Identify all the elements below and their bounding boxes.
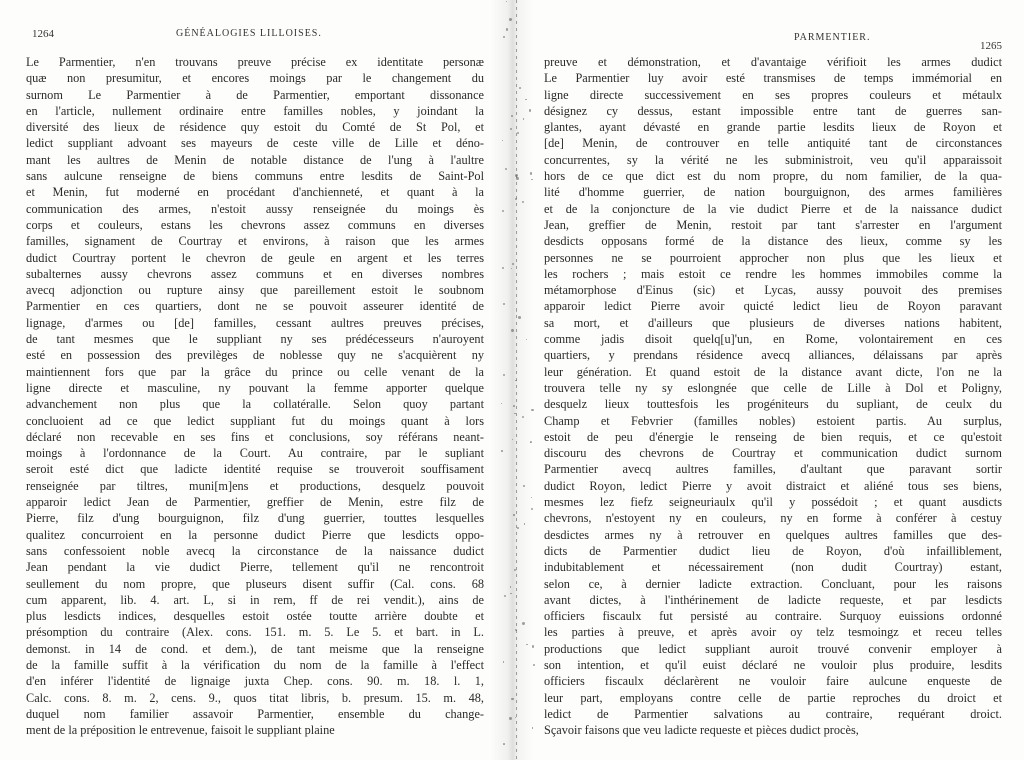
text-line: lignage, d'armes ou [de] familles, cessant aultres preuves précises, [26, 315, 484, 330]
text-line: désignez cy dessus, estant impossible entre tant de guerres san- [544, 103, 1002, 118]
text-line: de la famille suffit à la vérification du nom de la famille à l'effect [26, 657, 484, 672]
text-line: son intention, et qu'il euist déclaré ne vouloir plus produire, lesdits [544, 657, 1002, 672]
gutter-speck [506, 1, 507, 2]
text-line: et Menin, fut moderné en procédant d'anchienneté, et quant à la [26, 185, 484, 200]
gutter-speck [513, 514, 514, 515]
text-line: Sçavoir faisons que veu ladicte requeste et pièces dudict procès, [544, 723, 859, 738]
text-line: apparoir ledict Pierre avoir quicté ledict lieu de Royon paravant [544, 299, 1002, 314]
gutter-speck [511, 329, 514, 332]
left-running-title: GÉNÉALOGIES LILLOISES. [176, 28, 322, 39]
text-line: quartiers, y prendans résidence avecq alliances, délaissans par après [544, 348, 1002, 363]
text-line: communication des armes, n'estoit aussy renseignée du moings ès [26, 201, 484, 216]
gutter-speck [513, 405, 515, 407]
gutter-speck [501, 403, 502, 404]
text-line: cum apparent, lib. 4. art. L, si in rem, ff de rei vendit.), ains de [26, 592, 484, 607]
text-line: indubitablement et nécessairement (non dudit Courtray) estant, [544, 560, 1002, 575]
text-line: demonst. in 14 de cond. et dem.), de tant meisme que la renseigne [26, 641, 484, 656]
text-line: quæ non presumitur, et encores moings par le changement du [26, 71, 484, 86]
text-line: Parmentier en ces quartiers, dont ne se pouvoit asseurer identité de [26, 299, 484, 314]
gutter-speck [511, 698, 513, 700]
left-running-head [26, 28, 484, 50]
gutter-speck [517, 527, 519, 529]
text-line: personnes ne se pourroient approcher non plus que les lieux et [544, 250, 1002, 265]
text-line: sa mort, et d'ailleurs que plusieurs de diverses nations habitent, [544, 315, 1002, 330]
text-line: dicts de Parmentier dudict lieu de Royon, d'où infailliblement, [544, 543, 1002, 558]
text-line: avant dictes, à l'inthérinement de ladicte requeste, et par lesdicts [544, 592, 1002, 607]
gutter-speck [515, 629, 517, 631]
text-line: Jean, greffier de Menin, restoit par tant s'arrester en l'argument [544, 217, 1002, 232]
text-line: Le Parmentier luy avoir esté transmises de temps immémorial en [544, 71, 1002, 86]
text-line: les rochers ; mais estoit ce rendre les hommes immobiles comme la [544, 266, 1002, 281]
text-line: concurrentes, sy la vérité ne les subministroit, veu qu'il apparaissoit [544, 152, 1002, 167]
text-line: officiers fiscaulx fut persisté au contraire. Surquoy euissions ordonné [544, 609, 1002, 624]
text-line: ligne directe et masculine, ny pouvant la femme apporter quelque [26, 380, 484, 395]
right-page-number: 1265 [980, 40, 1002, 52]
text-line: et de la conjoncture de la vie dudict Pierre et de la naissance dudict [544, 201, 1002, 216]
text-line: présomption du contraire (Alex. cons. 151. m. 5. Le 5. et bart. in L. [26, 625, 484, 640]
text-line: moings à l'ordonnance de la Court. Au contraire, par le supliant [26, 446, 484, 461]
text-line: Jean pendant la vie dudict Pierre, tellement qu'il ne rencontroit [26, 560, 484, 575]
text-line: sans confessoient noble avecq la circonstance de la naissance dudict [26, 543, 484, 558]
right-running-title: PARMENTIER. [794, 32, 871, 43]
text-line: les parties à preuve, et après avoir oy telz tesmoingz et receu telles [544, 625, 1002, 640]
text-line: glantes, ayant dévasté en grande partie lesdits lieux de Royon et [544, 120, 1002, 135]
gutter-speck [509, 18, 512, 21]
text-line: sans aulcune renseigne de biens communs entre lesdits de Saint-Pol [26, 169, 484, 184]
left-page [0, 0, 500, 760]
gutter-speck [503, 303, 505, 305]
text-line: desdicts opposans formé de la distance des lieux, comme sy les [544, 234, 1002, 249]
gutter-speck [515, 198, 517, 200]
text-line: apparoir ledict Jean de Parmentier, greffier de Menin, estre filz de [26, 495, 484, 510]
text-line: seroit esté dict que ladicte identité requise se trouveroit souffisament [26, 462, 484, 477]
text-line: en l'article, nullement ordinaire entre familles nobles, y joindant la [26, 103, 484, 118]
text-line: seullement du nom propre, que pluseurs disent suffir (Cal. cons. 68 [26, 576, 484, 591]
text-line: chevrons, n'estoyent ny en couleurs, ny en forme à conférer à cestuy [544, 511, 1002, 526]
gutter-speck [505, 168, 507, 170]
text-line: familles, signament de Courtray et environs, à raison que les armes [26, 234, 484, 249]
text-line: déclaré non recevable en ses fins et conclusions, soy référans neant- [26, 429, 484, 444]
gutter-speck [501, 450, 503, 452]
text-line: desquelz lieux touttesfois les progéniteurs du supliant, de ceulx du [544, 397, 1002, 412]
text-line: selon ce, à dernier ladicte extraction. Concluant, pour les raisons [544, 576, 1002, 591]
text-line: d'en inférer l'identité de lignaige juxta Chep. cons. 90. m. 18. l. 1, [26, 674, 484, 689]
gutter-speck [510, 128, 512, 130]
text-line: ment de la préposition le entrevenue, faisoit le suppliant plaine [26, 723, 335, 738]
text-line: diversité des lieux de résidence quy estoit du Comté de St Pol, et [26, 120, 484, 135]
text-line: lité d'homme guerrier, de nation bourguignon, des armes familières [544, 185, 1002, 200]
text-line: Champ et Febvrier (familles nobles) estoient partis. Au surplus, [544, 413, 1002, 428]
text-line: discouru des chevrons de Courtray et communication dudict surnom [544, 446, 1002, 461]
text-line: desdictes armes ny à retrouver en quelques aultres familles que des- [544, 527, 1002, 542]
text-line: leur génération. Et quand estoit de la distance avant dicte, l'on ne la [544, 364, 1002, 379]
text-line: esté en possession des previlèges de noblesse quy ne s'acquièrent ny [26, 348, 484, 363]
text-line: estoit de peu d'énergie le renseing de bien requis, et ce qu'estoit [544, 429, 1002, 444]
text-line: Calc. cons. 8. m. 2, cens. 9., quos titat libris, b. presum. 15. m. 48, [26, 690, 484, 705]
gutter-speck [502, 267, 504, 269]
text-line: officiers fiscaulx déclarèrent ne vouloir faire aulcune enqueste de [544, 674, 1002, 689]
gutter-speck [503, 743, 505, 745]
text-line: mesmes lez fiefz seigneuriaulx qu'il y possédoit ; et quant ausdicts [544, 495, 1002, 510]
text-line: mant les aultres de Menin de notable distance de l'ung à l'aultre [26, 152, 484, 167]
gutter-speck [519, 87, 521, 89]
text-line: [de] Menin, de controuver en telle antiquité tant de circonstances [544, 136, 1002, 151]
text-line: corps et couleurs, estans les chevrons assez communs en diverses [26, 217, 484, 232]
text-line: avecq adjonction ou rupture ainsy que pareillement estoit le soubnom [26, 283, 484, 298]
gutter-speck [502, 210, 504, 212]
gutter-speck [516, 177, 519, 180]
text-line: subalternes aussy chevrons assez communs et en diverses nombres [26, 266, 484, 281]
text-line: qualitez concurroient en la personne dudict Pierre que lesdicts oppo- [26, 527, 484, 542]
text-line: concluoient ad ce que ledict suppliant fut du moings quant à lors [26, 413, 484, 428]
text-line: maintiennent fors que par la grâce du prince ou celle venant de la [26, 364, 484, 379]
text-line: Le Parmentier, n'en trouvans preuve précise ex identitate personæ [26, 55, 484, 69]
left-page-number: 1264 [32, 28, 54, 40]
text-line: renseignée par tiltres, muni[m]ens et productions, desquelz pouvoit [26, 478, 484, 493]
text-line: surnom Le Parmentier à de Parmentier, emportant dissonance [26, 87, 484, 102]
text-line: ligne directe successivement en ses propres couleurs et métaulx [544, 87, 1002, 102]
gutter-speck [518, 316, 521, 319]
text-line: duquel nom familier assavoir Parmentier, ensemble du change- [26, 706, 484, 721]
left-body-text [26, 54, 484, 738]
text-line: comme jadis disoit quelq[u]'un, en Rome, volontairement en ces [544, 332, 1002, 347]
text-line: productions que ledict suppliant auroit trouvé convenir employer à [544, 641, 1002, 656]
text-line: preuve et démonstration, et d'avantaige vérifioit les armes dudict [544, 55, 1002, 69]
right-body-text [544, 54, 1002, 738]
right-running-head [544, 28, 1002, 50]
gutter-speck [517, 132, 519, 134]
text-line: Pierre, filz d'ung bourguignon, filz d'ung guerrier, touttes lesquelles [26, 511, 484, 526]
text-line: advanchement non plus que la collatéralle. Selon quoy partant [26, 397, 484, 412]
text-line: leur part, employans contre celle de partie reproches du droict et [544, 690, 1002, 705]
text-line: dudict Courtray portent le chevron de geule en argent et les terres [26, 250, 484, 265]
text-line: ledict de Parmentier salvations au contraire, requérant droict. [544, 706, 1002, 721]
gutter-speck [503, 36, 505, 38]
text-line: dudict Royon, ledict Pierre y avoit distraict et aliéné tous ses biens, [544, 478, 1002, 493]
text-line: métamorphose d'Einus (sic) et Lycas, aussy pouvoit des premises [544, 283, 1002, 298]
text-line: de tant mesmes que le suppliant ny ses prédécesseurs n'auroyent [26, 332, 484, 347]
text-line: Parmentier avecq aultres familles, d'aultant que paravant sortir [544, 462, 1002, 477]
gutter-speck [509, 717, 511, 719]
gutter-speck [514, 413, 515, 414]
text-line: hors de ce que dict est du nom propre, du nom familier, de la qua- [544, 169, 1002, 184]
text-line: plus lesdicts indices, desquelles estoit ostée toutte arrière doubte et [26, 609, 484, 624]
right-page [524, 0, 1024, 760]
text-line: ledict suppliant advoant ses mayeurs de ceste ville de Lille et déno- [26, 136, 484, 151]
text-line: trouvera telle ny sy eslongnée que celle de Lille à Dol et Poligny, [544, 380, 1002, 395]
